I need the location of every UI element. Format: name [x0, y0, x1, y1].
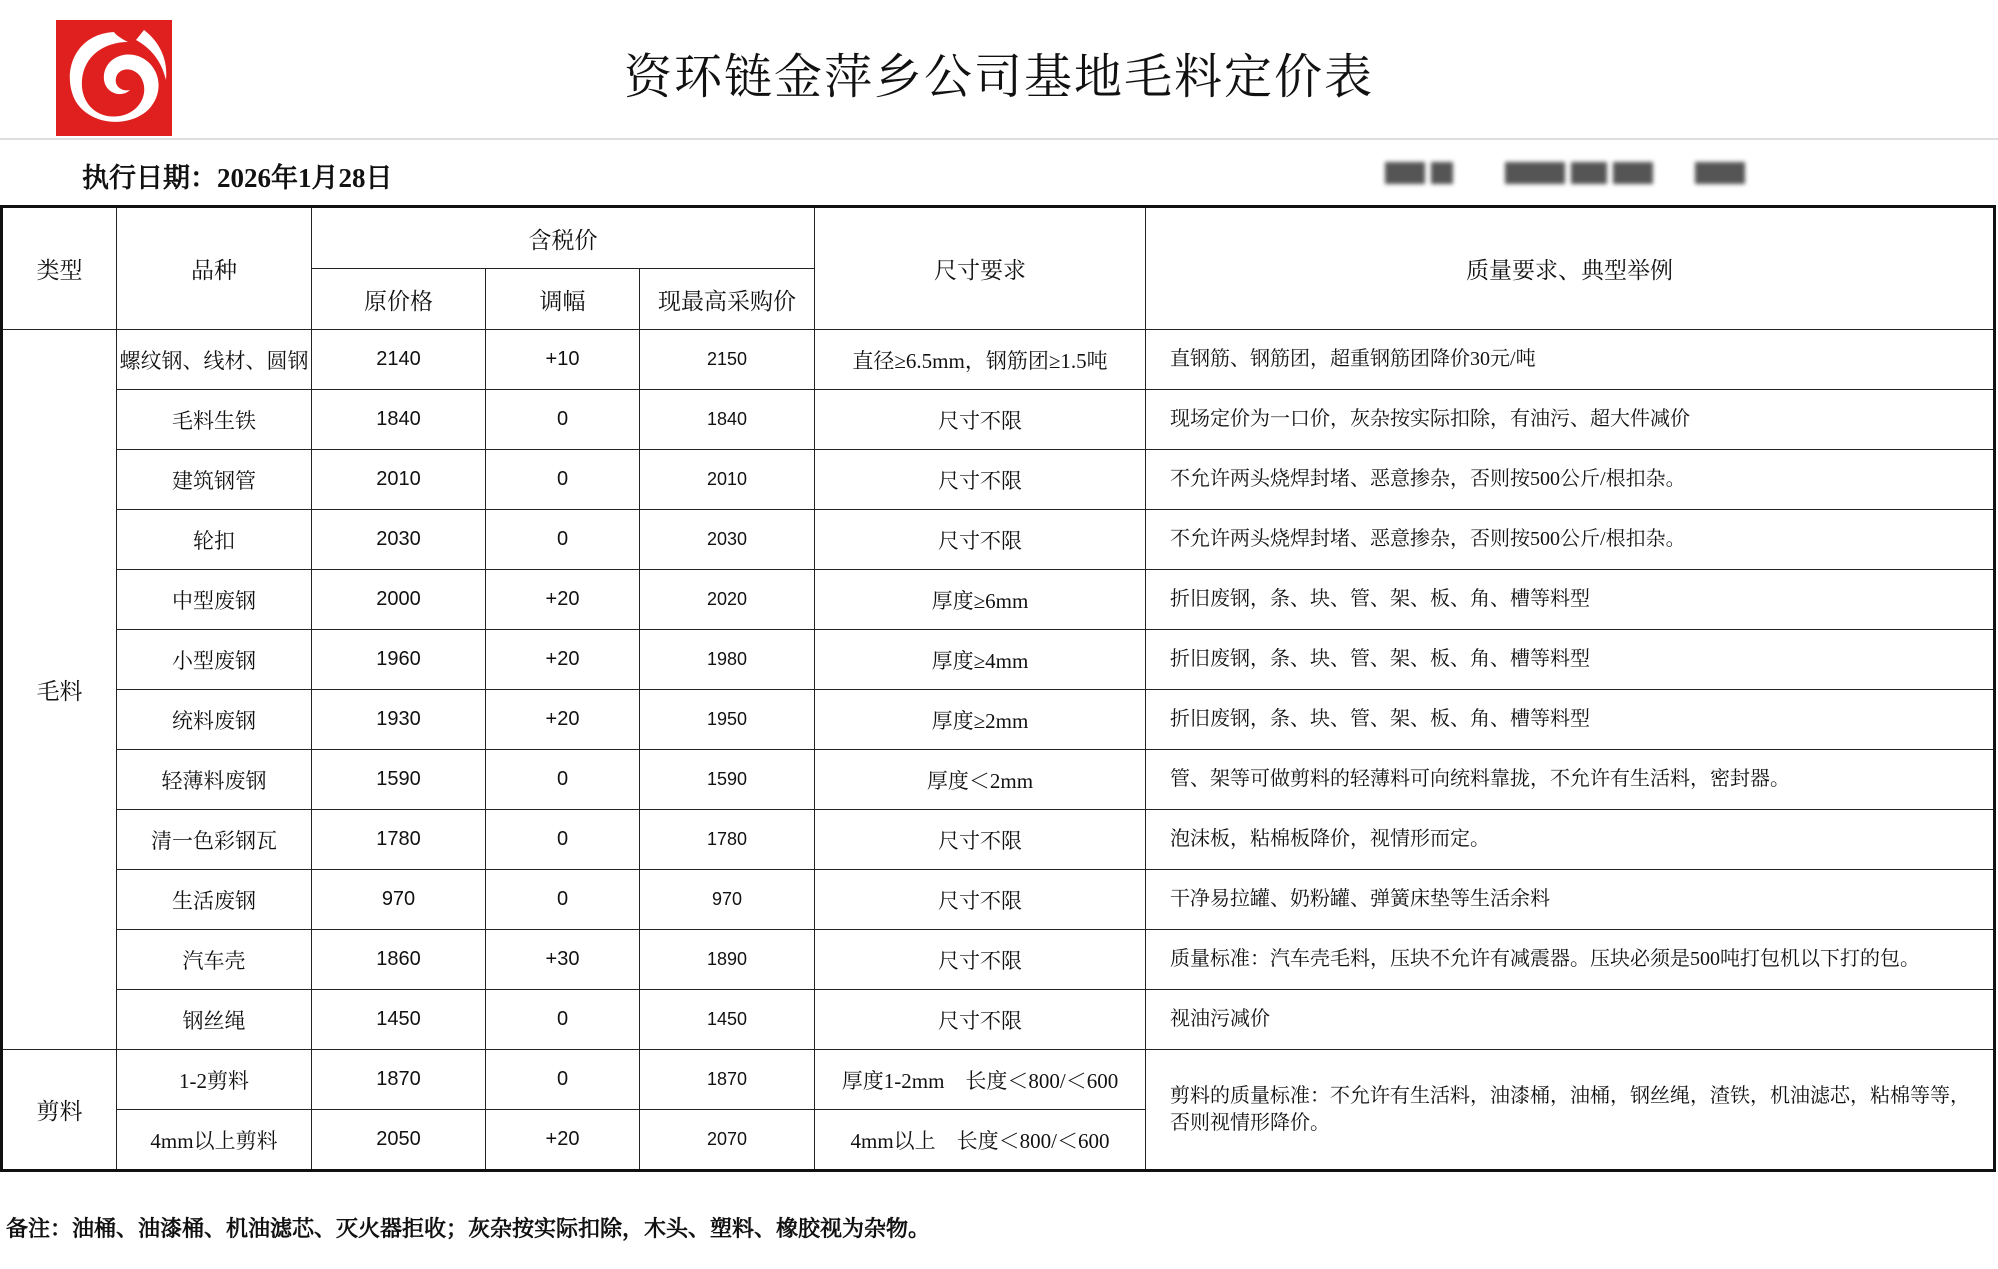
- variety-cell: 钢丝绳: [117, 990, 312, 1050]
- change-cell: +20: [486, 570, 640, 630]
- current-price-cell: 2150: [640, 330, 815, 390]
- header-original-price: 原价格: [312, 269, 486, 330]
- header-size: 尺寸要求: [815, 207, 1146, 330]
- variety-cell: 毛料生铁: [117, 390, 312, 450]
- variety-cell: 轮扣: [117, 510, 312, 570]
- variety-cell: 中型废钢: [117, 570, 312, 630]
- page-header: [0, 0, 1998, 140]
- change-cell: 0: [486, 1050, 640, 1110]
- change-cell: 0: [486, 810, 640, 870]
- current-price-cell: 1590: [640, 750, 815, 810]
- category-raw: 毛料: [2, 330, 117, 1050]
- quality-cell: 管、架等可做剪料的轻薄料可向统料靠拢，不允许有生活料，密封器。: [1146, 750, 1995, 810]
- change-cell: 0: [486, 510, 640, 570]
- original-price-cell: 1590: [312, 750, 486, 810]
- quality-cell: 不允许两头烧焊封堵、恶意掺杂，否则按500公斤/根扣杂。: [1146, 510, 1995, 570]
- variety-cell: 统料废钢: [117, 690, 312, 750]
- variety-cell: 小型废钢: [117, 630, 312, 690]
- size-cell: 4mm以上 长度＜800/＜600: [815, 1110, 1146, 1171]
- original-price-cell: 2050: [312, 1110, 486, 1171]
- current-price-cell: 1950: [640, 690, 815, 750]
- current-price-cell: 1980: [640, 630, 815, 690]
- table-row: [2, 510, 1995, 570]
- quality-cell: 折旧废钢，条、块、管、架、板、角、槽等料型: [1146, 630, 1995, 690]
- current-price-cell: 1450: [640, 990, 815, 1050]
- table-row: [2, 630, 1995, 690]
- original-price-cell: 1930: [312, 690, 486, 750]
- change-cell: 0: [486, 870, 640, 930]
- original-price-cell: 2030: [312, 510, 486, 570]
- table-row: [2, 750, 1995, 810]
- header-type: 类型: [2, 207, 117, 330]
- shear-quality-cell: 剪料的质量标准：不允许有生活料，油漆桶，油桶，钢丝绳，渣铁，机油滤芯，粘棉等等，否则视情形降价。: [1146, 1050, 1995, 1171]
- current-price-cell: 1890: [640, 930, 815, 990]
- original-price-cell: 1860: [312, 930, 486, 990]
- change-cell: +10: [486, 330, 640, 390]
- current-price-cell: 2070: [640, 1110, 815, 1171]
- quality-cell: 干净易拉罐、奶粉罐、弹簧床垫等生活余料: [1146, 870, 1995, 930]
- variety-cell: 清一色彩钢瓦: [117, 810, 312, 870]
- execution-date: 执行日期：2026年1月28日: [82, 163, 393, 193]
- header-change: 调幅: [486, 269, 640, 330]
- change-cell: 0: [486, 990, 640, 1050]
- page-title: 资环链金萍乡公司基地毛料定价表: [623, 51, 1374, 104]
- change-cell: 0: [486, 390, 640, 450]
- current-price-cell: 1780: [640, 810, 815, 870]
- change-cell: +20: [486, 690, 640, 750]
- size-cell: 尺寸不限: [815, 810, 1146, 870]
- size-cell: 厚度≥6mm: [815, 570, 1146, 630]
- current-price-cell: 2010: [640, 450, 815, 510]
- table-row: [2, 690, 1995, 750]
- quality-cell: 质量标准：汽车壳毛料，压块不允许有减震器。压块必须是500吨打包机以下打的包。: [1146, 930, 1995, 990]
- change-cell: +20: [486, 630, 640, 690]
- variety-cell: 汽车壳: [117, 930, 312, 990]
- header-quality: 质量要求、典型举例: [1146, 207, 1995, 330]
- original-price-cell: 1870: [312, 1050, 486, 1110]
- header-tax-price: 含税价: [312, 207, 815, 269]
- original-price-cell: 1960: [312, 630, 486, 690]
- quality-cell: 现场定价为一口价，灰杂按实际扣除，有油污、超大件减价: [1146, 390, 1995, 450]
- size-cell: 尺寸不限: [815, 930, 1146, 990]
- table-row: [2, 810, 1995, 870]
- variety-cell: 轻薄料废钢: [117, 750, 312, 810]
- original-price-cell: 2140: [312, 330, 486, 390]
- current-price-cell: 970: [640, 870, 815, 930]
- change-cell: 0: [486, 750, 640, 810]
- table-row: [2, 870, 1995, 930]
- original-price-cell: 970: [312, 870, 486, 930]
- change-cell: +20: [486, 1110, 640, 1171]
- change-cell: 0: [486, 450, 640, 510]
- price-table: [0, 205, 1996, 1172]
- table-row: [2, 570, 1995, 630]
- size-cell: 尺寸不限: [815, 390, 1146, 450]
- original-price-cell: 1450: [312, 990, 486, 1050]
- current-price-cell: 1870: [640, 1050, 815, 1110]
- size-cell: 厚度≥2mm: [815, 690, 1146, 750]
- quality-cell: 不允许两头烧焊封堵、恶意掺杂，否则按500公斤/根扣杂。: [1146, 450, 1995, 510]
- table-row: [2, 990, 1995, 1050]
- original-price-cell: 2000: [312, 570, 486, 630]
- original-price-cell: 1840: [312, 390, 486, 450]
- quality-cell: 折旧废钢，条、块、管、架、板、角、槽等料型: [1146, 570, 1995, 630]
- blurred-region: [1385, 162, 1745, 184]
- variety-cell: 建筑钢管: [117, 450, 312, 510]
- table-row: [2, 1050, 1995, 1110]
- variety-cell: 4mm以上剪料: [117, 1110, 312, 1171]
- table-row: [2, 930, 1995, 990]
- size-cell: 尺寸不限: [815, 990, 1146, 1050]
- size-cell: 尺寸不限: [815, 870, 1146, 930]
- size-cell: 厚度＜2mm: [815, 750, 1146, 810]
- current-price-cell: 2020: [640, 570, 815, 630]
- size-cell: 厚度1-2mm 长度＜800/＜600: [815, 1050, 1146, 1110]
- current-price-cell: 2030: [640, 510, 815, 570]
- date-row: [0, 140, 1998, 204]
- header-current-price: 现最高采购价: [640, 269, 815, 330]
- table-row: [2, 450, 1995, 510]
- quality-cell: 泡沫板，粘棉板降价，视情形而定。: [1146, 810, 1995, 870]
- variety-cell: 1-2剪料: [117, 1050, 312, 1110]
- quality-cell: 折旧废钢，条、块、管、架、板、角、槽等料型: [1146, 690, 1995, 750]
- original-price-cell: 1780: [312, 810, 486, 870]
- table-row: [2, 330, 1995, 390]
- size-cell: 直径≥6.5mm，钢筋团≥1.5吨: [815, 330, 1146, 390]
- variety-cell: 螺纹钢、线材、圆钢: [117, 330, 312, 390]
- change-cell: +30: [486, 930, 640, 990]
- quality-cell: 直钢筋、钢筋团，超重钢筋团降价30元/吨: [1146, 330, 1995, 390]
- current-price-cell: 1840: [640, 390, 815, 450]
- footnote: 备注：油桶、油漆桶、机油滤芯、灭火器拒收；灰杂按实际扣除，木头、塑料、橡胶视为杂物。: [6, 1216, 931, 1241]
- original-price-cell: 2010: [312, 450, 486, 510]
- variety-cell: 生活废钢: [117, 870, 312, 930]
- quality-cell: 视油污减价: [1146, 990, 1995, 1050]
- category-shear: 剪料: [2, 1050, 117, 1171]
- size-cell: 厚度≥4mm: [815, 630, 1146, 690]
- header-variety: 品种: [117, 207, 312, 330]
- size-cell: 尺寸不限: [815, 510, 1146, 570]
- table-row: [2, 390, 1995, 450]
- size-cell: 尺寸不限: [815, 450, 1146, 510]
